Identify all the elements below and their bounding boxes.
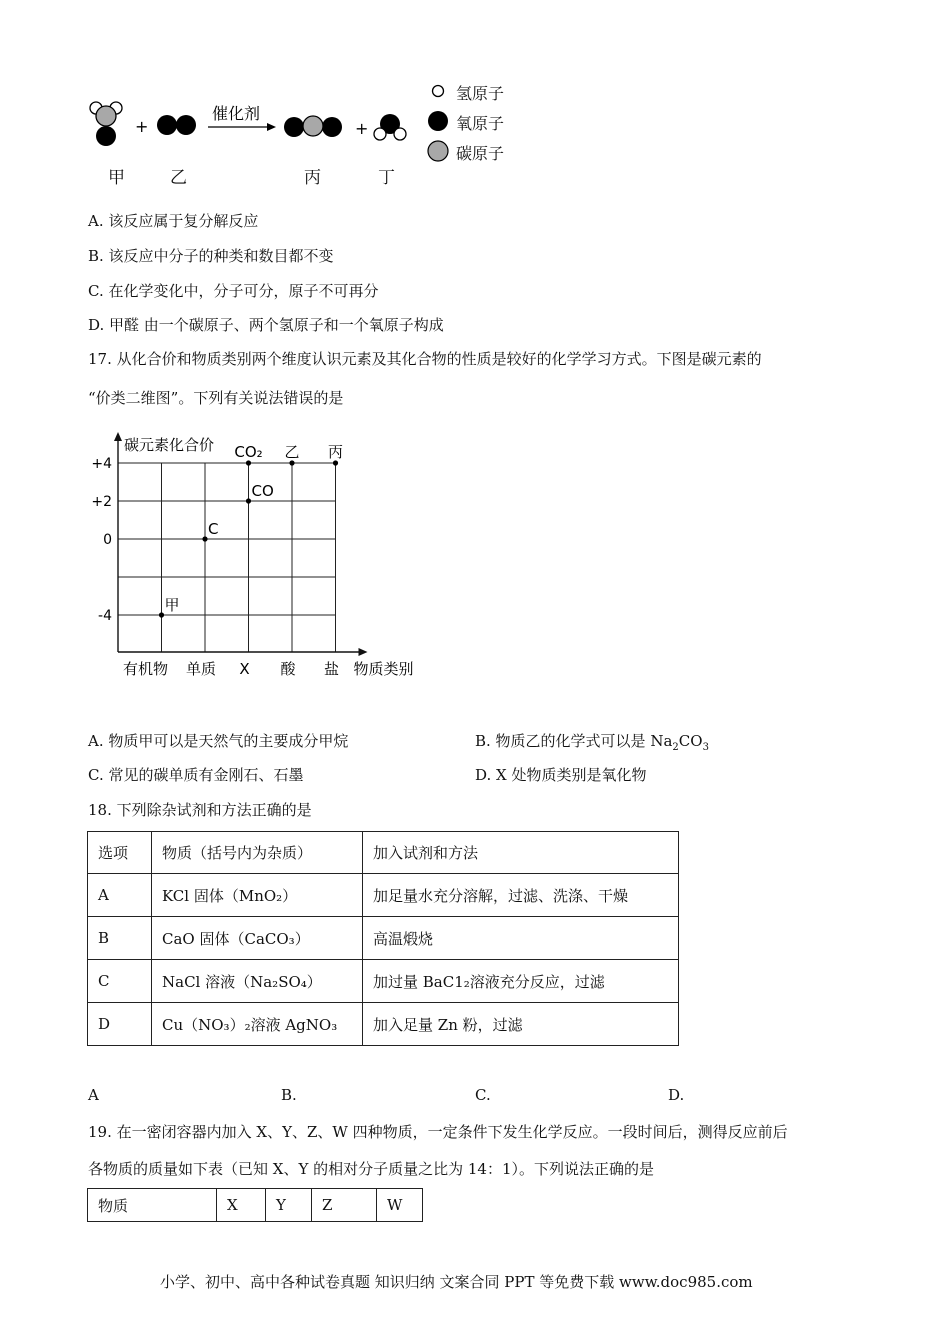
table-cell: A	[88, 874, 152, 917]
data-point	[246, 498, 251, 503]
y-tick-label: +2	[91, 494, 112, 510]
molecule-yi	[157, 115, 196, 135]
oxygen-atom	[96, 126, 116, 146]
label-bing: 丙	[304, 168, 321, 188]
chart-points	[159, 443, 343, 618]
q18-table	[87, 831, 679, 1046]
legend-carbon-label: 碳原子	[456, 144, 505, 163]
header-cell: X	[217, 1189, 266, 1222]
table-cell: C	[88, 960, 152, 1003]
q16-option-b: B. 该反应中分子的种类和数目都不变	[88, 247, 334, 265]
hydrogen-atom	[374, 128, 386, 140]
q17-option-c: C. 常见的碳单质有金刚石、石墨	[88, 766, 304, 784]
header-cell: W	[377, 1189, 423, 1222]
arrow-head-icon	[267, 123, 276, 131]
oxygen-atom	[284, 117, 304, 137]
data-point	[333, 460, 338, 465]
q17-option-b: B. 物质乙的化学式可以是 $Na_2CO_3$	[475, 732, 709, 753]
header-cell: 物质	[88, 1189, 217, 1222]
table-cell: NaCl 溶液（Na₂SO₄）	[152, 960, 363, 1003]
q16-option-a: A. 该反应属于复分解反应	[88, 212, 259, 230]
hydrogen-atom	[394, 128, 406, 140]
table-header-row	[88, 1189, 423, 1222]
q17-stem-line1: 17. 从化合价和物质类别两个维度认识元素及其化合物的性质是较好的化学学习方式。下图是碳元素的	[88, 350, 762, 368]
data-point-label: CO	[251, 482, 274, 500]
x-axis-arrow-icon	[359, 648, 368, 656]
legend-oxygen-swatch	[428, 111, 448, 131]
q18-answer-c: C.	[475, 1086, 491, 1104]
q19-stem-line1: 19. 在一密闭容器内加入 X、Y、Z、W 四种物质，一定条件下发生化学反应。一段时间后，测得反应前后	[88, 1123, 788, 1141]
legend-oxygen-label: 氧原子	[456, 114, 505, 133]
label-ding: 丁	[378, 168, 395, 188]
x-tick-label: 盐	[323, 660, 340, 678]
oxygen-atom	[176, 115, 196, 135]
chart-grid	[118, 463, 336, 652]
chart-ticks	[91, 436, 413, 678]
table-cell: 加过量 BaC1₂溶液充分反应，过滤	[363, 960, 679, 1003]
table-cell: B	[88, 917, 152, 960]
data-point	[246, 460, 251, 465]
header-cell: 加入试剂和方法	[363, 832, 679, 874]
table-header-row	[88, 832, 679, 874]
q18-answer-b: B.	[281, 1086, 297, 1104]
header-cell: 选项	[88, 832, 152, 874]
table-cell: Cu（NO₃）₂溶液 AgNO₃	[152, 1003, 363, 1046]
valence-class-chart	[80, 428, 440, 690]
q17-option-a: A. 物质甲可以是天然气的主要成分甲烷	[88, 732, 349, 750]
table-cell: CaO 固体（CaCO₃）	[152, 917, 363, 960]
catalyst-label: 催化剂	[212, 104, 261, 123]
x-tick-label: 单质	[185, 660, 217, 678]
q17-stem-line2: “价类二维图”。下列有关说法错误的是	[88, 389, 344, 407]
table-cell: D	[88, 1003, 152, 1046]
molecule-bing	[284, 116, 342, 137]
table-cell: 高温煅烧	[363, 917, 679, 960]
data-point	[289, 460, 294, 465]
y-axis-label: 碳元素化合价	[124, 436, 215, 454]
header-cell: Y	[266, 1189, 312, 1222]
x-tick-label: X	[239, 660, 250, 678]
q17-option-d: D. X 处物质类别是氧化物	[475, 766, 647, 784]
data-point-label: CO₂	[234, 443, 263, 461]
carbon-atom	[96, 106, 116, 126]
x-tick-label: 酸	[280, 660, 296, 678]
table-row	[88, 960, 679, 1003]
chart-axes	[114, 432, 368, 656]
table-cell: 加入足量 Zn 粉，过滤	[363, 1003, 679, 1046]
carbon-atom	[303, 116, 323, 136]
molecule-ding	[374, 114, 406, 140]
q18-answer-d: D.	[668, 1086, 685, 1104]
q18-answer-a: A	[88, 1086, 99, 1104]
legend-hydrogen-label: 氢原子	[456, 84, 505, 103]
data-point-label: 乙	[284, 443, 300, 461]
q18-stem: 18. 下列除杂试剂和方法正确的是	[88, 801, 312, 819]
q16-option-c: C. 在化学变化中，分子可分，原子不可再分	[88, 282, 379, 300]
label-jia: 甲	[108, 168, 125, 188]
table-row	[88, 874, 679, 917]
plus-sign-1: +	[135, 117, 149, 136]
oxygen-atom	[322, 117, 342, 137]
data-point-label: 甲	[164, 596, 180, 614]
page-footer: 小学、初中、高中各种试卷真题 知识归纳 文案合同 PPT 等免费下载 www.doc985.com	[160, 1273, 753, 1291]
data-point	[159, 612, 164, 617]
x-axis-label: 物质类别	[353, 660, 414, 678]
data-point-label: 丙	[327, 443, 344, 461]
header-cell: 物质（括号内为杂质）	[152, 832, 363, 874]
legend-carbon-swatch	[428, 141, 448, 161]
data-point-label: C	[208, 520, 219, 538]
table-cell: KCl 固体（MnO₂）	[152, 874, 363, 917]
x-tick-label: 有机物	[122, 660, 169, 678]
table-row	[88, 917, 679, 960]
y-axis-arrow-icon	[114, 432, 122, 441]
header-cell: Z	[312, 1189, 377, 1222]
q19-stem-line2: 各物质的质量如下表（已知 X、Y 的相对分子质量之比为 14：1）。下列说法正确的是	[88, 1160, 655, 1178]
data-point	[202, 536, 207, 541]
q19-table	[87, 1188, 423, 1222]
label-yi: 乙	[170, 168, 187, 188]
y-tick-label: +4	[91, 456, 112, 472]
molecule-jia	[90, 102, 122, 146]
plus-sign-2: +	[355, 119, 369, 138]
table-cell: 加足量水充分溶解，过滤、洗涤、干燥	[363, 874, 679, 917]
legend-hydrogen-swatch	[433, 86, 444, 97]
table-row	[88, 1003, 679, 1046]
y-tick-label: -4	[98, 608, 112, 624]
y-tick-label: 0	[103, 532, 112, 548]
q16-option-d: D. 甲醛 由一个碳原子、两个氢原子和一个氧原子构成	[88, 316, 444, 334]
oxygen-atom	[157, 115, 177, 135]
